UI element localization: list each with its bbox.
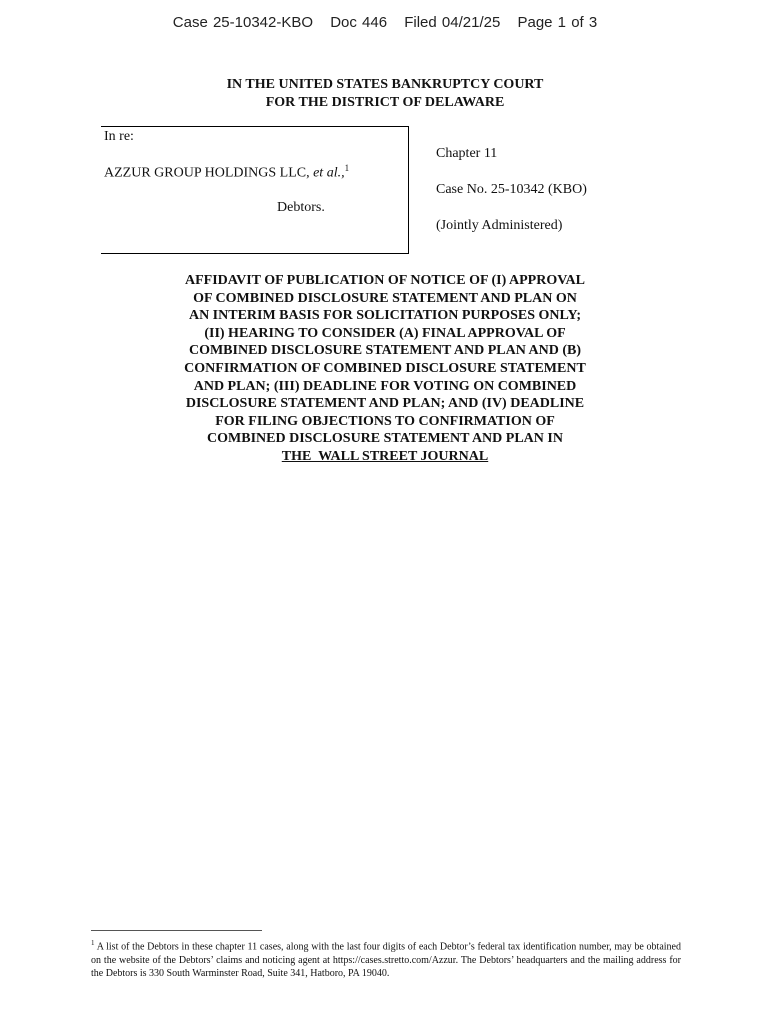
ecf-header-stamp [0, 14, 770, 31]
footnote [91, 937, 681, 980]
et-al: et al., [313, 165, 345, 181]
footnote-ref: 1 [344, 163, 350, 173]
debtor-name [104, 163, 349, 182]
jointly-administered: (Jointly Administered) [436, 218, 563, 233]
footnote-number: 1 [91, 939, 95, 947]
stamp-case: Case 25-10342-KBO [172, 14, 314, 31]
footnote-text: A list of the Debtors in these chapter 11 cases, along with the last four digits of each Debtor’s federal tax identification number, may be obtained on the website of the Debtors’ claims and noticing agent at https://cases.stretto.com/Azzur. The Debtors’ headquarters and the mailing address for the Debtors is 330 South Warminster Road, Suite 341, Hatboro, PA 19040. [91, 941, 681, 979]
title-line: AN INTERIM BASIS FOR SOLICITATION PURPOSES ONLY; [188, 308, 582, 324]
chapter-label: Chapter 11 [436, 146, 498, 161]
title-line: COMBINED DISCLOSURE STATEMENT AND PLAN IN [207, 431, 563, 447]
court-line-1: IN THE UNITED STATES BANKRUPTCY COURT [226, 77, 544, 92]
debtors-label: Debtors. [277, 200, 325, 215]
title-line: FOR FILING OBJECTIONS TO CONFIRMATION OF [215, 413, 555, 429]
case-number: Case No. 25-10342 (KBO) [436, 182, 587, 197]
court-line-2: FOR THE DISTRICT OF DELAWARE [265, 95, 505, 110]
debtor-name-text: AZZUR GROUP HOLDINGS LLC, [104, 165, 310, 181]
case-caption-box [101, 126, 409, 254]
title-line: AND PLAN; (III) DEADLINE FOR VOTING ON COMBINED [193, 378, 577, 394]
title-line: (II) HEARING TO CONSIDER (A) FINAL APPROVAL OF [204, 325, 566, 341]
in-re-label: In re: [104, 129, 134, 144]
title-line: AFFIDAVIT OF PUBLICATION OF NOTICE OF (I) APPROVAL [185, 273, 585, 288]
title-line: DISCLOSURE STATEMENT AND PLAN; AND (IV) DEADLINE [185, 396, 585, 412]
title-line: OF COMBINED DISCLOSURE STATEMENT AND PLAN ON [193, 290, 577, 306]
footnote-divider [91, 930, 262, 931]
title-line: COMBINED DISCLOSURE STATEMENT AND PLAN AND (B) [188, 343, 582, 359]
document-title [160, 272, 610, 466]
stamp-page: Page 1 of 3 [517, 14, 598, 31]
stamp-filed: Filed 04/21/25 [404, 14, 501, 31]
stamp-doc: Doc 446 [330, 14, 388, 31]
title-underlined-publication: THE WALL STREET JOURNAL [281, 448, 489, 464]
court-heading [0, 76, 770, 112]
title-line: CONFIRMATION OF COMBINED DISCLOSURE STATEMENT [184, 360, 586, 376]
